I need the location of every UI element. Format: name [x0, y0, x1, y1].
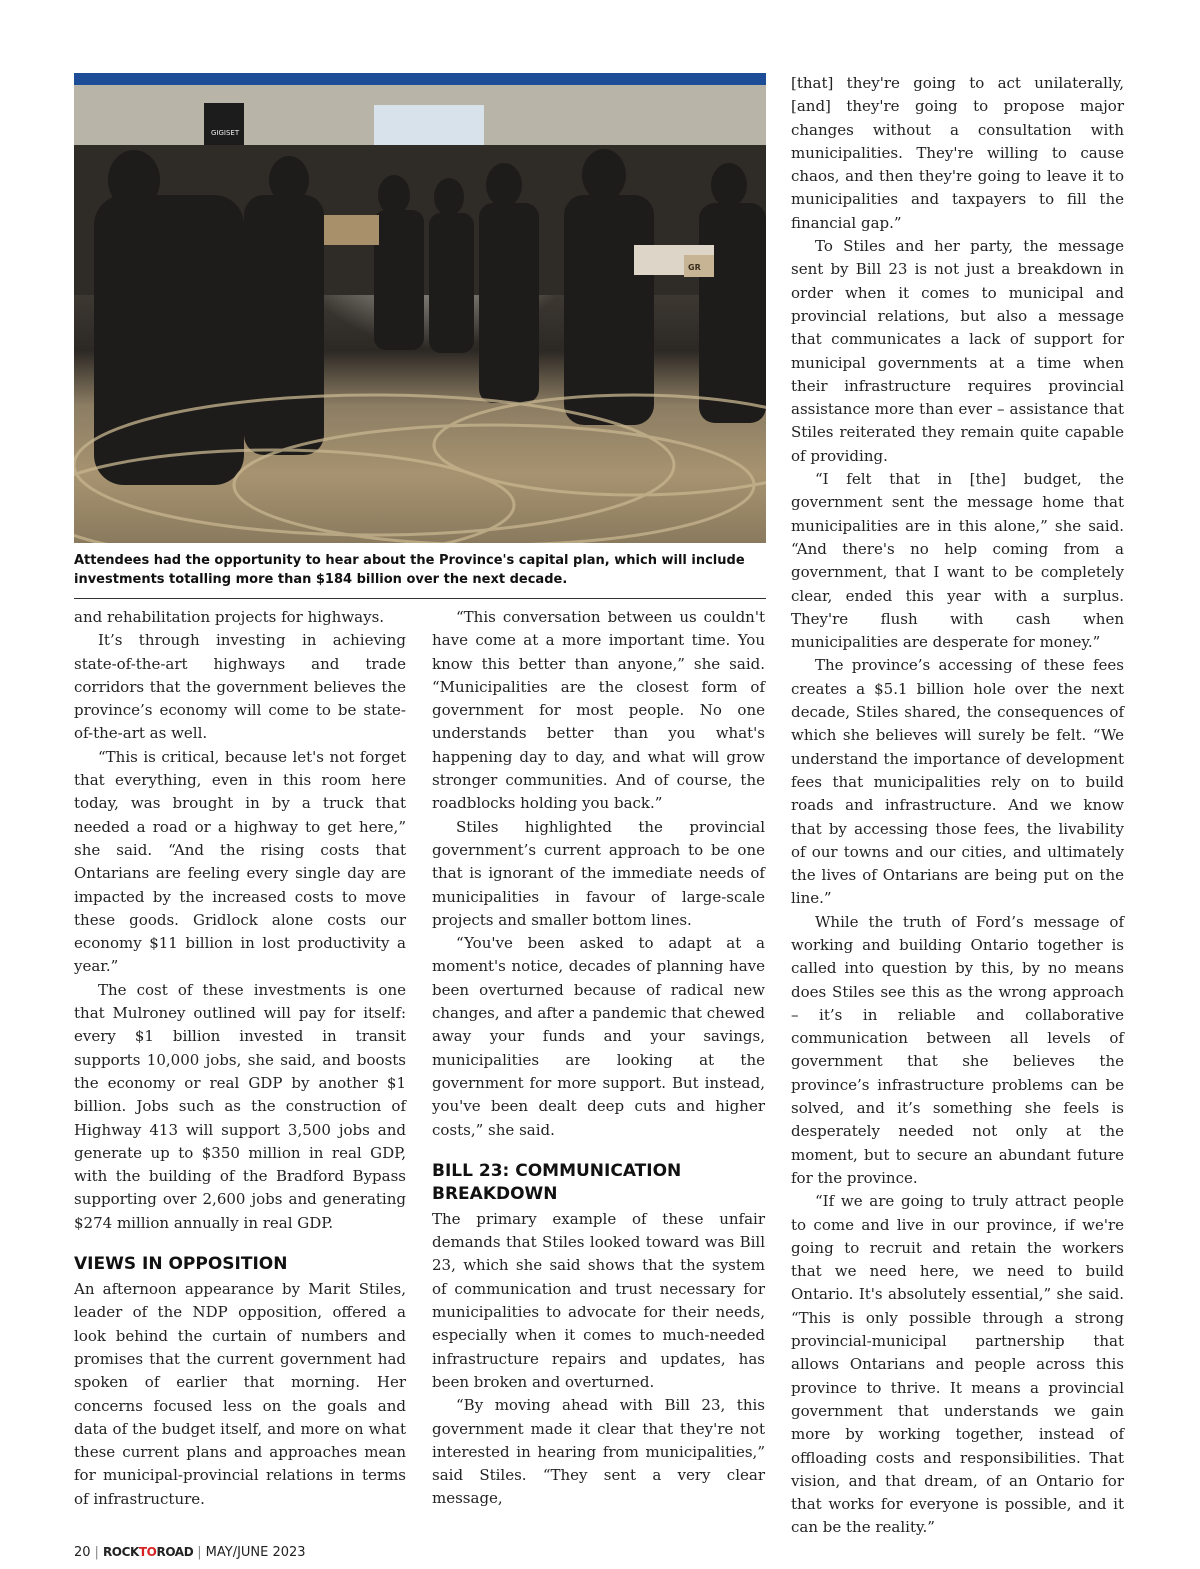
paragraph: Stiles highlighted the provincial government’s current approach to be one that is ignorant of the immediate needs of municipalities in favour of large-scale projects and smaller bottom lines.	[432, 817, 765, 929]
column-2	[432, 606, 765, 1511]
paragraph: “I felt that in [the] budget, the government sent the message home that municipalities are in this alone,” she said. “And there's no help coming from a government, that I want to be completely clear, ended this year with a surplus. They're flush with cash when municipalities are desperate for money.”	[791, 470, 1124, 652]
section-heading-bill-23: BILL 23: COMMUNICATION BREAKDOWN	[432, 1160, 682, 1204]
gr-box-text: GR	[688, 263, 701, 272]
paragraph: The cost of these investments is one that Mulroney outlined will pay for itself: every $1 billion invested in transit supports 10,000 jobs, she said, and boosts the economy or real GDP by another $1 billion. Jobs such as the construction of Highway 413 will support 3,500 jobs and generate up to $350 million in real GDP, with the building of the Bradford Bypass supporting over 2,600 jobs and generating $274 million annually in real GDP.	[74, 980, 406, 1232]
issue-date: MAY/JUNE 2023	[205, 1545, 306, 1560]
logo-part: ROCK	[102, 1545, 139, 1559]
paragraph: “By moving ahead with Bill 23, this government made it clear that they're not interested in hearing from municipalities,” said Stiles. “They sent a very clear message,	[432, 1396, 765, 1508]
paragraph: “This is critical, because let's not forget that everything, even in this room here today, was brought in by a truck that needed a road or a highway to get here,” she said. “And the rising costs that Ontarians are feeling every single day are impacted by the increased costs to move these goods. Gridlock alone costs our economy $11 billion in lost productivity a year.”	[74, 747, 406, 976]
paragraph: “This conversation between us couldn't have come at a more important time. You know this better than anyone,” she said. “Municipalities are the closest form of government for most people. No one understands better than you what's happening day to day, and what will grow stronger communities. And of course, the roadblocks holding you back.”	[432, 608, 765, 813]
paragraph: The province’s accessing of these fees creates a $5.1 billion hole over the next decade, Stiles shared, the consequences of which she believes will surely be felt. “We understand the importance of development fees that municipalities rely on to build roads and infrastructure. And we know that by accessing those fees, the livability of our towns and our cities, and ultimately the lives of Ontarians are being put on the line.”	[791, 656, 1124, 908]
paragraph: The primary example of these unfair demands that Stiles looked toward was Bill 23, which she said shows that the system of communication and trust necessary for municipalities to advocate for their needs, especially when it comes to much-needed infrastructure repairs and updates, has been broken and overturned.	[432, 1209, 765, 1391]
magazine-logo	[103, 1545, 193, 1559]
booth-sign-text: GIGISET	[211, 129, 240, 137]
paragraph: “If we are going to truly attract people to come and live in our province, if we're going to recruit and retain the workers that we need here, we need to build Ontario. It's absolutely essential,” she said. “This is only possible through a strong provincial-municipal partnership that allows Ontarians and people across this province to thrive. It means a provincial government that understands we gain more by working together, instead of offloading costs and responsibilities. That vision, and that dream, of an Ontario for that works for everyone is possible, and it can be the reality.”	[791, 1192, 1124, 1537]
paragraph: “You've been asked to adapt at a moment's notice, decades of planning have been overturned because of radical new changes, and after a pandemic that chewed away your funds and your savings, municipalities are looking at the government for more support. But instead, you've been dealt deep cuts and higher costs,” she said.	[432, 934, 765, 1139]
photo-caption: Attendees had the opportunity to hear about the Province's capital plan, which will include investments totalling more than $184 billion over the next decade.	[74, 551, 766, 599]
buffet-table	[324, 215, 379, 245]
paragraph: While the truth of Ford’s message of working and building Ontario together is called into question by this, by no means does Stiles see this as the wrong approach – it’s in reliable and collaborative communication between all levels of government that she believes the province’s infrastructure problems can be solved, and it’s something she feels is desperately needed not only at the moment, but to secure an abundant future for the province.	[791, 912, 1124, 1187]
event-photo	[74, 73, 766, 543]
paragraph: To Stiles and her party, the message sent by Bill 23 is not just a breakdown in order when it comes to municipal and provincial relations, but also a message that communicates a lack of support for municipal governments at a time when their infrastructure requires provincial assistance more than ever – assistance that Stiles reiterated they remain quite capable of providing.	[791, 237, 1124, 465]
logo-part: TO	[138, 1545, 157, 1559]
page-footer: 20 | ROCKTOROAD | MAY/JUNE 2023	[74, 1545, 306, 1560]
logo-part: ROAD	[156, 1545, 194, 1559]
column-3	[791, 72, 1124, 1540]
event-photo-illustration	[74, 85, 766, 543]
page-number: 20	[74, 1545, 91, 1560]
paragraph: and rehabilitation projects for highways.	[74, 608, 385, 626]
section-heading-opposition: VIEWS IN OPPOSITION	[74, 1254, 288, 1275]
paragraph: [that] they're going to act unilaterally, [and] they're going to propose major changes without a consultation with municipalities. They're willing to cause chaos, and then they're going to leave it to municipalities and taxpayers to fill the financial gap.”	[791, 74, 1124, 232]
paragraph: An afternoon appearance by Marit Stiles, leader of the NDP opposition, offered a look behind the curtain of numbers and promises that the current government had spoken of earlier that morning. Her concerns focused less on the goals and data of the budget itself, and more on what these current plans and approaches mean for municipal-provincial relations in terms of infrastructure.	[74, 1280, 406, 1508]
column-1	[74, 606, 406, 1511]
paragraph: It’s through investing in achieving state-of-the-art highways and trade corridors that the government believes the province’s economy will come to be state-of-the-art as well.	[74, 631, 406, 743]
